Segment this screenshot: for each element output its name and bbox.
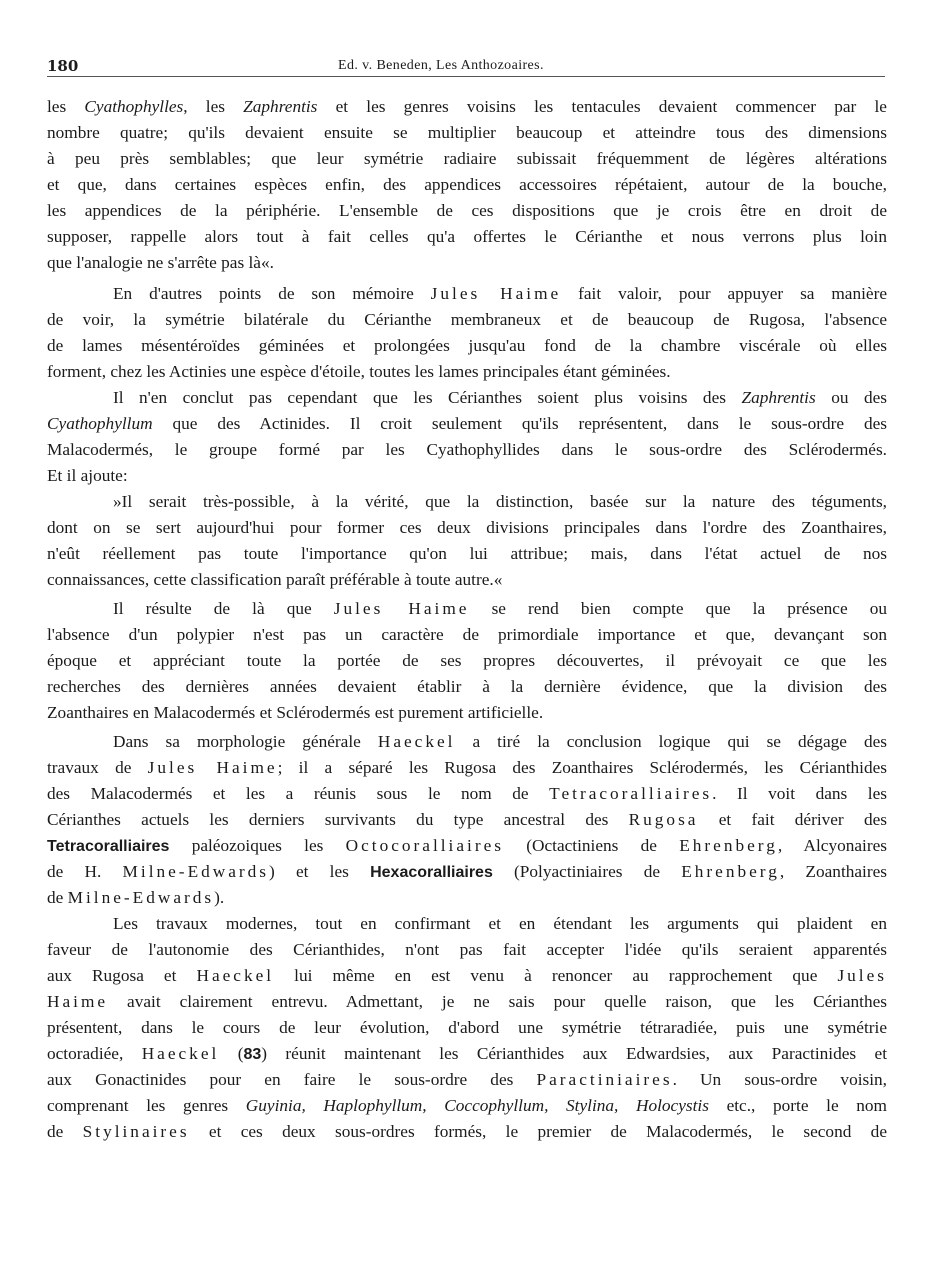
text-segment: les appendices de la périphérie. L'ensemble de ces dispositions que je crois être en droit de <box>47 201 887 220</box>
text-segment: Haeckel <box>377 732 456 751</box>
text-segment: En d'autres points de son mémoire <box>113 284 431 303</box>
text-line <box>47 307 887 333</box>
text-segment: a tiré la conclusion logique qui se dégage des <box>455 732 887 751</box>
text-segment: les <box>47 97 85 116</box>
text-segment: de H. <box>47 862 123 881</box>
text-segment: ; il a séparé les Rugosa des Zoanthaires Sclérodermés, les Cérianthides <box>277 758 888 777</box>
text-line <box>47 700 887 726</box>
text-segment: de voir, la symétrie bilatérale du Cérianthe membraneux et de beaucoup de Rugosa, l'absence <box>47 310 887 329</box>
text-segment: Cérianthes actuels les derniers survivants du type ancestral des <box>47 810 629 829</box>
text-line <box>47 250 887 276</box>
text-segment: Il n'en conclut pas cependant que les Cérianthes soient plus voisins des <box>113 388 742 407</box>
text-line <box>47 807 887 833</box>
text-segment: Guyinia, Haplophyllum, Coccophyllum, Stylina, Holocystis <box>245 1096 709 1115</box>
text-line <box>47 1015 887 1041</box>
text-segment: Zaphrentis <box>243 97 318 116</box>
text-segment: Hexacoralliaires <box>370 864 493 881</box>
text-segment: que des Actinides. Il croit seulement qu'ils représentent, dans le sous-ordre des <box>152 414 887 433</box>
text-segment: recherches des dernières années devaient établir à la dernière évidence, que la division des <box>47 677 887 696</box>
text-line <box>47 1041 887 1067</box>
text-segment: lui même en est venu à renoncer au rapprochement que <box>274 966 838 985</box>
text-segment: nombre quatre; qu'ils devaient ensuite se multiplier beaucoup et atteindre tous des dimensions <box>47 123 887 142</box>
text-line <box>47 120 887 146</box>
text-segment: de <box>47 1122 83 1141</box>
text-segment: et que, dans certaines espèces enfin, des appendices accessoires répétaient, autour de la bouche, <box>47 175 887 194</box>
running-head: Ed. v. Beneden, Les Anthozoaires. <box>338 58 544 73</box>
text-line <box>113 489 887 515</box>
text-segment: Cyathophyllum <box>47 414 153 433</box>
text-segment: ) réunit maintenant les Cérianthides aux Edwardsies, aux Paractinides et <box>261 1044 887 1063</box>
text-line <box>47 833 887 859</box>
text-line <box>47 437 887 463</box>
text-segment: Tetracoralliaires <box>47 838 170 855</box>
text-segment: Ehrenberg <box>681 862 780 881</box>
text-segment: que l'analogie ne s'arrête pas là«. <box>47 253 274 272</box>
text-segment: Jules Haime <box>333 599 470 618</box>
text-segment: de <box>47 888 68 907</box>
text-segment: ) et les <box>269 862 371 881</box>
text-line <box>47 648 887 674</box>
text-segment: Jules Haime <box>147 758 278 777</box>
text-segment: Cyathophylles <box>84 97 184 116</box>
text-segment: faveur de l'autonomie des Cérianthides, n'ont pas fait accepter l'idée qu'ils seraient apparentés <box>47 940 887 959</box>
text-segment: . Un sous-ordre voisin, <box>672 1070 888 1089</box>
text-segment: aux Rugosa et <box>47 966 197 985</box>
text-segment: 83 <box>243 1046 262 1063</box>
text-line <box>47 146 887 172</box>
text-line <box>47 333 887 359</box>
text-segment: ou des <box>815 388 887 407</box>
text-segment: l'absence d'un polypier n'est pas un caractère de primordiale importance et que, devançant son <box>47 625 887 644</box>
text-segment: et les genres voisins les tentacules devaient commencer par le <box>317 97 887 116</box>
text-segment: Ehrenberg <box>679 836 778 855</box>
text-line <box>47 1093 887 1119</box>
text-segment: ). <box>214 888 225 907</box>
text-line <box>47 515 887 541</box>
text-line <box>47 224 887 250</box>
text-segment: Rugosa <box>628 810 699 829</box>
page-number: 180 <box>47 57 79 75</box>
text-segment: supposer, rappelle alors tout à fait celles qu'a offertes le Cérianthe et nous verrons plus loin <box>47 227 887 246</box>
text-segment: , les <box>183 97 244 116</box>
text-line <box>47 755 887 781</box>
text-segment: Zaphrentis <box>741 388 816 407</box>
text-segment: Haeckel <box>141 1044 220 1063</box>
text-line <box>47 411 887 437</box>
text-segment: Jules Haime <box>430 284 562 303</box>
text-segment: Tetracoralliaires <box>549 784 713 803</box>
text-segment: dont on se sert aujourd'hui pour former ces deux divisions principales dans l'ordre des Zoanthaires, <box>47 518 887 537</box>
text-segment: »Il serait très-possible, à la vérité, que la distinction, basée sur la nature des téguments, <box>113 492 887 511</box>
text-segment: fait valoir, pour appuyer sa manière <box>561 284 888 303</box>
text-segment: comprenant les genres <box>47 1096 246 1115</box>
text-segment: Haeckel <box>196 966 275 985</box>
text-segment: Dans sa morphologie générale <box>113 732 378 751</box>
text-segment: Milne-Edwards <box>67 888 215 907</box>
text-segment: . Il voit dans les <box>712 784 887 803</box>
text-line <box>113 596 887 622</box>
text-line <box>47 1067 887 1093</box>
text-segment: aux Gonactinides pour en faire le sous-ordre des <box>47 1070 537 1089</box>
text-segment: Milne-Edwards <box>122 862 270 881</box>
text-segment: etc., porte le nom <box>708 1096 887 1115</box>
text-segment: Haime <box>47 992 109 1011</box>
text-segment: des Malacodermés et les a réunis sous le nom de <box>47 784 550 803</box>
text-line <box>47 885 887 911</box>
text-segment: Jules <box>837 966 887 985</box>
text-segment: et fait dériver des <box>698 810 887 829</box>
text-segment: ( <box>219 1044 244 1063</box>
text-line <box>113 281 887 307</box>
text-segment: paléozoiques les <box>169 836 346 855</box>
text-line <box>47 567 887 593</box>
text-segment: connaissances, cette classification paraît préférable à toute autre.« <box>47 570 503 589</box>
text-segment: époque et appréciant toute la portée de ses propres découvertes, il prévoyait ce que les <box>47 651 887 670</box>
text-line <box>47 172 887 198</box>
text-segment: octoradiée, <box>47 1044 142 1063</box>
text-segment: avait clairement entrevu. Admettant, je ne sais pour quelle raison, que les Cérianthes <box>108 992 887 1011</box>
text-line <box>47 463 887 489</box>
text-segment: forment, chez les Actinies une espèce d'étoile, toutes les lames principales étant géminées. <box>47 362 671 381</box>
text-line <box>47 622 887 648</box>
text-segment: Il résulte de là que <box>113 599 334 618</box>
text-line <box>47 963 887 989</box>
text-segment: (Polyactiniaires de <box>492 862 682 881</box>
text-line <box>47 937 887 963</box>
text-segment: Octocoralliaires <box>345 836 504 855</box>
header-rule <box>47 76 885 77</box>
text-segment: Stylinaires <box>82 1122 190 1141</box>
text-line <box>47 781 887 807</box>
text-line <box>47 359 887 385</box>
text-line <box>113 385 887 411</box>
page-header <box>47 57 885 79</box>
text-line <box>113 729 887 755</box>
text-line <box>47 859 887 885</box>
text-segment: n'eût réellement pas toute l'importance qu'on lui attribue; mais, dans l'état actuel de nos <box>47 544 887 563</box>
text-segment: Les travaux modernes, tout en confirmant et en étendant les arguments qui plaident en <box>113 914 887 933</box>
text-segment: (Octactiniens de <box>503 836 680 855</box>
text-segment: Et il ajoute: <box>47 466 128 485</box>
text-segment: à peu près semblables; que leur symétrie radiaire subissait fréquemment de légères altérations <box>47 149 887 168</box>
text-segment: et ces deux sous-ordres formés, le premier de Malacodermés, le second de <box>189 1122 887 1141</box>
text-line <box>113 911 887 937</box>
text-line <box>47 1119 887 1145</box>
text-segment: de lames mésentéroïdes géminées et prolongées jusqu'au fond de la chambre viscérale où elles <box>47 336 887 355</box>
text-line <box>47 541 887 567</box>
text-line <box>47 94 887 120</box>
text-segment: Malacodermés, le groupe formé par les Cyathophyllides dans le sous-ordre des Sclérodermés. <box>47 440 887 459</box>
text-segment: se rend bien compte que la présence ou <box>469 599 887 618</box>
text-segment: travaux de <box>47 758 148 777</box>
text-segment: Zoanthaires en Malacodermés et Sclérodermés est purement artificielle. <box>47 703 544 722</box>
text-line <box>47 674 887 700</box>
text-line <box>47 989 887 1015</box>
text-segment: Paractiniaires <box>536 1070 673 1089</box>
text-segment: , Zoanthaires <box>779 862 888 881</box>
text-segment: présentent, dans le cours de leur évolution, d'abord une symétrie tétraradiée, puis une symétrie <box>47 1018 887 1037</box>
text-line <box>47 198 887 224</box>
text-segment: , Alcyonaires <box>777 836 887 855</box>
